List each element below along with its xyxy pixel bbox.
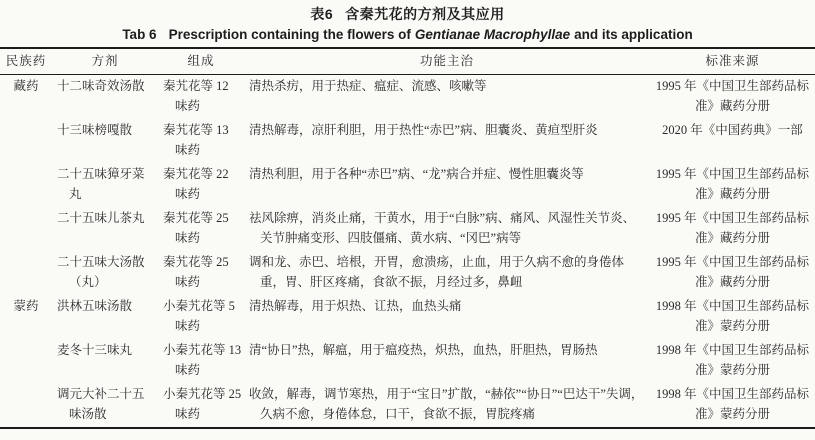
col-header-ethnic-group: 民族药	[0, 48, 52, 74]
cell-function: 调和龙、赤巴、培根，开胃，愈溃疡，止血，用于久病不愈的身倦体重，胃、肝区疼痛，食欲不振，月经过多，鼻衄	[249, 255, 625, 289]
table-header-row	[0, 48, 815, 74]
cell-ethnic-group	[0, 207, 52, 251]
cell-source: 1998 年《中国卫生部药品标准》蒙药分册	[655, 343, 810, 377]
col-header-source: 标准来源	[650, 48, 815, 74]
cell-composition: 小秦艽花等 5 味药	[163, 299, 235, 333]
cell-function: 收敛，解毒，调节寒热，用于“宝日”扩散，“赫依”“协日”“巴达干”失调，久病不愈，身倦体怠，口干，食欲不振，胃脘疼痛	[249, 387, 644, 421]
cell-ethnic-group	[0, 339, 52, 383]
table-row	[0, 163, 815, 207]
table-row	[0, 251, 815, 295]
cell-ethnic-group: 藏药	[13, 79, 39, 93]
table-row	[0, 74, 815, 119]
cell-source: 1995 年《中国卫生部药品标准》藏药分册	[655, 211, 810, 245]
cell-prescription: 二十五味獐牙菜丸	[57, 167, 145, 201]
table-title-en-before: Prescription containing the flowers of	[168, 27, 411, 42]
cell-source: 1995 年《中国卫生部药品标准》藏药分册	[655, 79, 810, 113]
cell-ethnic-group	[0, 251, 52, 295]
cell-source: 2020 年《中国药典》一部	[662, 123, 803, 137]
cell-composition: 小秦艽花等 25 味药	[163, 387, 242, 421]
table-row	[0, 295, 815, 339]
cell-ethnic-group: 蒙药	[13, 299, 39, 313]
table-number-en: Tab 6	[122, 27, 157, 42]
table-row	[0, 339, 815, 383]
table-number-zh: 表6	[310, 6, 334, 22]
cell-function: 清“协日”热，解瘟，用于瘟疫热，炽热，血热，肝胆热，胃肠热	[249, 343, 598, 357]
cell-source: 1998 年《中国卫生部药品标准》蒙药分册	[655, 387, 810, 421]
cell-function: 清热利胆，用于各种“赤巴”病、“龙”病合并症、慢性胆囊炎等	[249, 167, 584, 181]
cell-composition: 秦艽花等 12 味药	[163, 79, 229, 113]
cell-function: 清热解毒，凉肝利胆，用于热性“赤巴”病、胆囊炎、黄疸型肝炎	[249, 123, 598, 137]
cell-prescription: 十二味奇效汤散	[57, 79, 145, 93]
cell-function: 祛风除痹，消炎止痛，干黄水，用于“白脉”病、痛风、风湿性关节炎、关节肿痛变形、四肢僵痛、黄水病、“冈巴”病等	[249, 211, 636, 245]
cell-prescription: 二十五味儿茶丸	[57, 211, 145, 225]
cell-prescription: 调元大补二十五味汤散	[57, 387, 145, 421]
table-row	[0, 119, 815, 163]
species-name-italic: Gentianae Macrophyllae	[414, 27, 571, 42]
table-title-en	[0, 26, 815, 43]
cell-function: 清热杀疠，用于热症、瘟症、流感、咳嗽等	[249, 79, 487, 93]
table-title-zh-text: 含秦艽花的方剂及其应用	[345, 6, 505, 22]
cell-prescription: 十三味榜嘎散	[57, 123, 133, 137]
cell-ethnic-group	[0, 383, 52, 428]
col-header-function: 功能主治	[244, 48, 650, 74]
table-titles	[0, 0, 815, 43]
cell-composition: 秦艽花等 25 味药	[163, 211, 229, 245]
col-header-prescription: 方剂	[52, 48, 158, 74]
cell-prescription: 二十五味大汤散（丸）	[57, 255, 145, 289]
cell-source: 1995 年《中国卫生部药品标准》藏药分册	[655, 255, 810, 289]
cell-composition: 秦艽花等 13 味药	[163, 123, 229, 157]
cell-prescription: 麦冬十三味丸	[57, 343, 133, 357]
cell-source: 1998 年《中国卫生部药品标准》蒙药分册	[655, 299, 810, 333]
table-title-zh	[0, 6, 815, 23]
prescription-table	[0, 47, 815, 429]
table-row	[0, 207, 815, 251]
cell-source: 1995 年《中国卫生部药品标准》藏药分册	[655, 167, 810, 201]
cell-composition: 秦艽花等 22 味药	[163, 167, 229, 201]
cell-function: 清热解毒，用于炽热、讧热，血热头痛	[249, 299, 462, 313]
cell-composition: 小秦艽花等 13 味药	[163, 343, 242, 377]
cell-composition: 秦艽花等 25 味药	[163, 255, 229, 289]
cell-ethnic-group	[0, 163, 52, 207]
col-header-composition: 组成	[158, 48, 244, 74]
cell-ethnic-group	[0, 119, 52, 163]
cell-prescription: 洪林五味汤散	[57, 299, 133, 313]
table-row	[0, 383, 815, 428]
table-title-en-after: and its application	[574, 27, 693, 42]
